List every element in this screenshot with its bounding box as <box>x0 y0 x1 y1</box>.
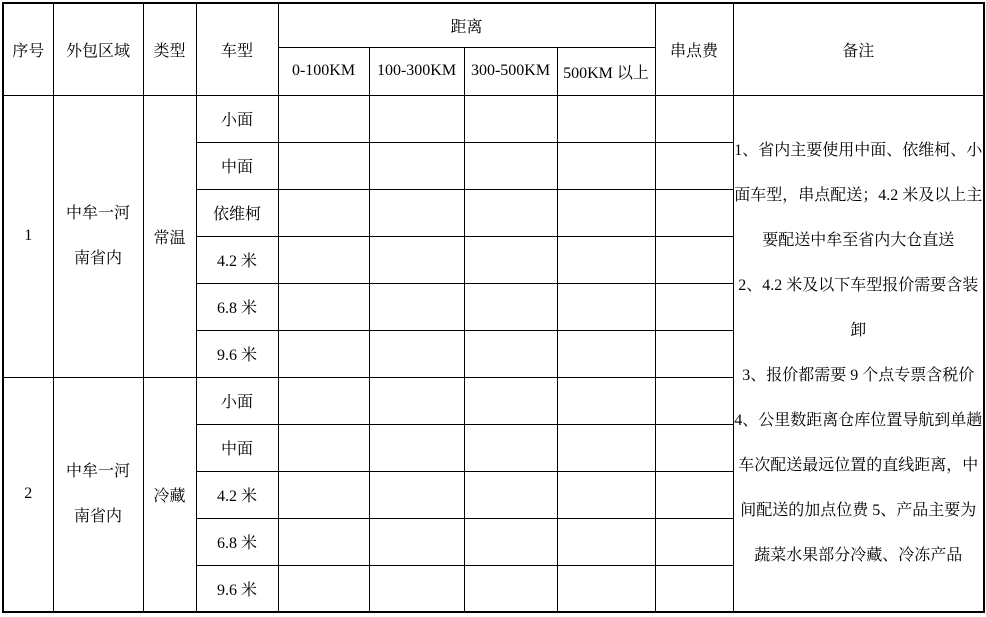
price-cell[interactable] <box>369 518 464 565</box>
freight-quote-table <box>2 2 985 613</box>
price-cell[interactable] <box>369 377 464 424</box>
price-cell[interactable] <box>557 518 655 565</box>
vehicle-cell: 9.6 米 <box>196 565 278 612</box>
point-fee-cell[interactable] <box>655 565 733 612</box>
header-distance-100-300: 100-300KM <box>369 47 464 95</box>
point-fee-cell[interactable] <box>655 471 733 518</box>
point-fee-cell[interactable] <box>655 424 733 471</box>
remarks-paragraph: 4、公里数距离仓库位置导航到单趟车次配送最远位置的直线距离，中间配送的加点位费 5、产品主要为蔬菜水果部分冷藏、冷冻产品 <box>734 412 983 565</box>
header-distance: 距离 <box>278 3 655 47</box>
price-cell[interactable] <box>278 471 369 518</box>
price-cell[interactable] <box>557 236 655 283</box>
vehicle-cell: 4.2 米 <box>196 236 278 283</box>
type-cell: 冷藏 <box>143 377 196 612</box>
price-cell[interactable] <box>464 518 557 565</box>
price-cell[interactable] <box>557 142 655 189</box>
seq-cell: 1 <box>3 95 53 377</box>
price-cell[interactable] <box>278 518 369 565</box>
price-cell[interactable] <box>464 471 557 518</box>
price-cell[interactable] <box>464 189 557 236</box>
price-cell[interactable] <box>557 283 655 330</box>
price-cell[interactable] <box>464 283 557 330</box>
point-fee-cell[interactable] <box>655 377 733 424</box>
point-fee-cell[interactable] <box>655 189 733 236</box>
price-cell[interactable] <box>557 330 655 377</box>
header-point-fee: 串点费 <box>655 3 733 95</box>
price-cell[interactable] <box>369 236 464 283</box>
region-line: 中牟一河 <box>65 205 130 222</box>
point-fee-cell[interactable] <box>655 142 733 189</box>
vehicle-cell: 中面 <box>196 424 278 471</box>
price-cell[interactable] <box>557 189 655 236</box>
vehicle-cell: 中面 <box>196 142 278 189</box>
header-distance-500-up: 500KM 以上 <box>557 47 655 95</box>
price-cell[interactable] <box>557 377 655 424</box>
price-cell[interactable] <box>557 95 655 142</box>
price-cell[interactable] <box>464 142 557 189</box>
price-cell[interactable] <box>278 189 369 236</box>
price-cell[interactable] <box>369 142 464 189</box>
point-fee-cell[interactable] <box>655 95 733 142</box>
point-fee-cell[interactable] <box>655 330 733 377</box>
type-cell: 常温 <box>143 95 196 377</box>
region-line: 中牟一河 <box>65 463 130 481</box>
region-cell <box>53 377 143 612</box>
price-cell[interactable] <box>278 283 369 330</box>
price-cell[interactable] <box>369 565 464 612</box>
price-cell[interactable] <box>278 565 369 612</box>
price-cell[interactable] <box>369 330 464 377</box>
remarks-paragraph: 1、省内主要使用中面、依维柯、小面车型，串点配送；4.2 米及以上主要配送中牟至省内大仓直送 <box>734 142 983 250</box>
price-cell[interactable] <box>557 424 655 471</box>
header-distance-300-500: 300-500KM <box>464 47 557 95</box>
price-cell[interactable] <box>369 283 464 330</box>
price-cell[interactable] <box>278 95 369 142</box>
vehicle-cell: 小面 <box>196 95 278 142</box>
price-cell[interactable] <box>369 189 464 236</box>
vehicle-cell: 4.2 米 <box>196 471 278 518</box>
header-seq: 序号 <box>3 3 53 95</box>
region-line: 南省内 <box>73 508 122 526</box>
price-cell[interactable] <box>369 424 464 471</box>
price-cell[interactable] <box>464 424 557 471</box>
vehicle-cell: 9.6 米 <box>196 330 278 377</box>
price-cell[interactable] <box>369 95 464 142</box>
price-cell[interactable] <box>278 142 369 189</box>
price-cell[interactable] <box>557 471 655 518</box>
header-distance-0-100: 0-100KM <box>278 47 369 95</box>
remarks-paragraph: 2、4.2 米及以下车型报价需要含装卸 <box>738 277 979 340</box>
price-cell[interactable] <box>464 236 557 283</box>
region-line: 南省内 <box>73 250 122 267</box>
point-fee-cell[interactable] <box>655 236 733 283</box>
header-type: 类型 <box>143 3 196 95</box>
point-fee-cell[interactable] <box>655 518 733 565</box>
header-region: 外包区域 <box>53 3 143 95</box>
remarks-paragraph: 3、报价都需要 9 个点专票含税价 <box>742 367 975 385</box>
seq-cell: 2 <box>3 377 53 612</box>
point-fee-cell[interactable] <box>655 283 733 330</box>
price-cell[interactable] <box>278 236 369 283</box>
price-cell[interactable] <box>464 377 557 424</box>
price-cell[interactable] <box>369 471 464 518</box>
vehicle-cell: 6.8 米 <box>196 283 278 330</box>
vehicle-cell: 小面 <box>196 377 278 424</box>
price-cell[interactable] <box>278 377 369 424</box>
region-cell <box>53 95 143 377</box>
price-cell[interactable] <box>278 424 369 471</box>
header-vehicle: 车型 <box>196 3 278 95</box>
price-cell[interactable] <box>464 330 557 377</box>
price-cell[interactable] <box>464 95 557 142</box>
header-remarks: 备注 <box>733 3 984 95</box>
price-cell[interactable] <box>464 565 557 612</box>
remarks-cell <box>733 95 984 612</box>
vehicle-cell: 依维柯 <box>196 189 278 236</box>
vehicle-cell: 6.8 米 <box>196 518 278 565</box>
price-cell[interactable] <box>557 565 655 612</box>
price-cell[interactable] <box>278 330 369 377</box>
